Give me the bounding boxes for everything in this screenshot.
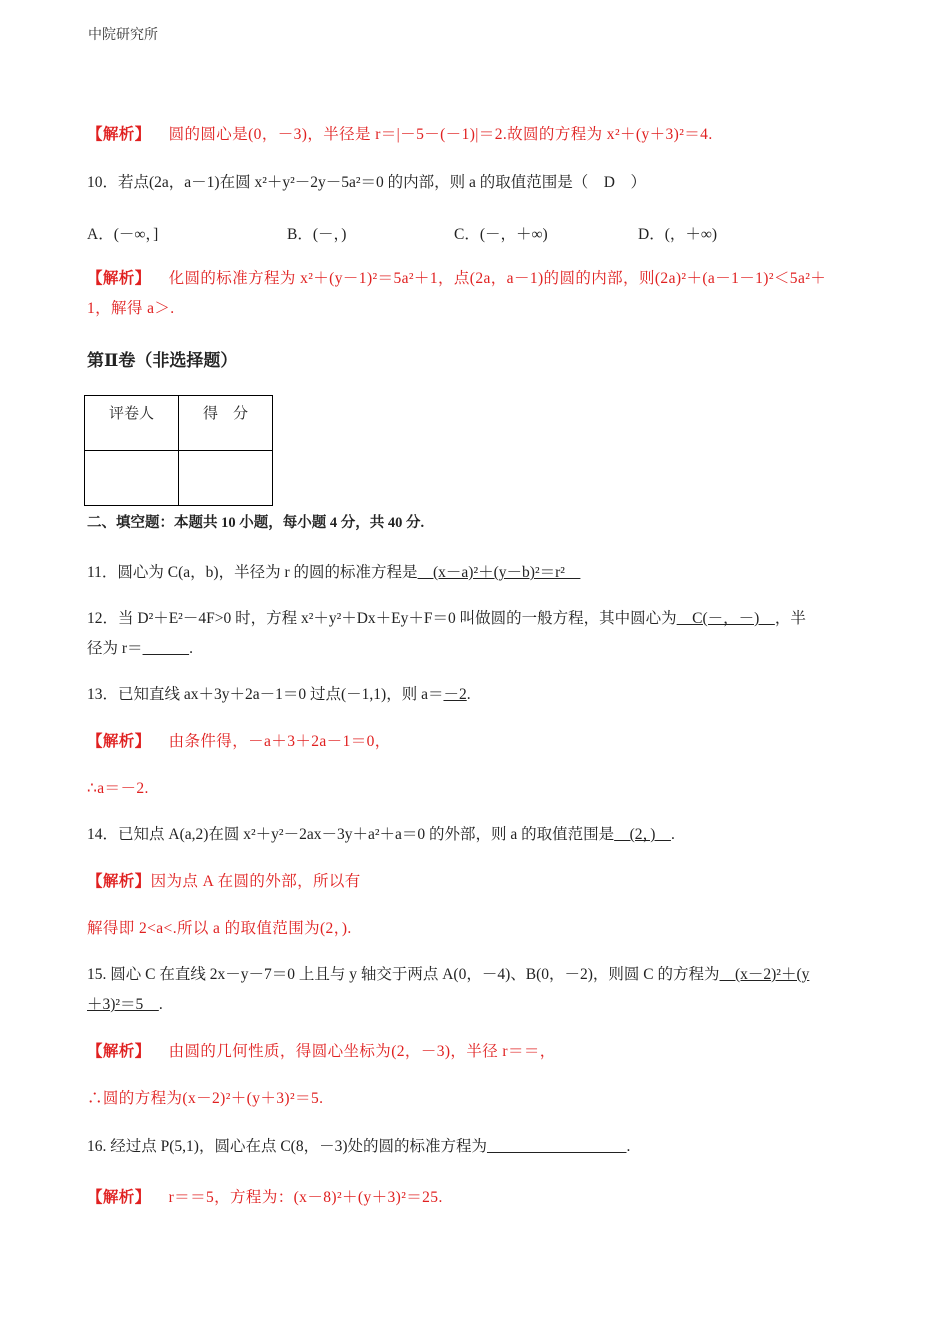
question-16: [87, 1136, 630, 1158]
analysis-tag: 【解析】: [87, 733, 151, 750]
answer-blank: [487, 1138, 627, 1155]
option-a: A．(－∞，]: [87, 226, 159, 243]
analysis-13: [87, 731, 391, 753]
question-14: [87, 824, 675, 846]
question-text: .: [158, 996, 163, 1013]
question-15-line1: [87, 964, 809, 986]
analysis-15: [87, 1041, 556, 1063]
question-text: 12．当 D²＋E²－4F>0 时，方程 x²＋y²＋Dx＋Ey＋F＝0 叫做圆的一般方程，其中圆心为: [87, 610, 677, 627]
score-cell: [179, 451, 273, 506]
analysis-13-line2: ∴a＝－2.: [87, 780, 149, 797]
analysis-tag: 【解析】: [87, 126, 151, 143]
question-12-line1: [87, 608, 806, 630]
question-text: .: [670, 826, 675, 843]
answer-blank: －2: [443, 686, 467, 703]
option-b: B．(－，): [287, 226, 347, 243]
question-15-line2: [87, 994, 163, 1016]
analysis-tag: 【解析】: [87, 270, 151, 287]
fill-blank-title: 二、填空题：本题共 10 小题，每小题 4 分，共 40 分.: [87, 515, 425, 531]
analysis-15-line2: ∴圆的方程为(x－2)²＋(y＋3)²＝5.: [87, 1090, 324, 1107]
answer-blank: ＋3)²＝5: [87, 996, 159, 1013]
analysis-10-line1: [87, 268, 826, 290]
grader-cell: [85, 451, 179, 506]
question-text: .: [466, 686, 471, 703]
analysis-10-line2: 1，解得 a＞.: [87, 300, 175, 317]
question-text: .: [189, 640, 193, 657]
option-d: D．(，＋∞): [638, 226, 718, 243]
page-header: 中院研究所: [88, 28, 158, 43]
answer-blank: [143, 640, 190, 657]
analysis-text: 圆的圆心是(0，－3)，半径是 r＝|－5－(－1)|＝2.故圆的方程为 x²＋(y＋3)²＝4.: [168, 126, 713, 143]
score-header: 得 分: [179, 396, 273, 451]
question-text: .: [626, 1138, 631, 1155]
analysis-tag: 【解析】: [87, 1189, 151, 1206]
section-title: 第Ⅱ卷（非选择题）: [87, 351, 238, 370]
answer-blank: C(－，－): [676, 610, 775, 627]
analysis-text: 由圆的几何性质，得圆心坐标为(2，－3)，半径 r＝＝，: [168, 1043, 556, 1060]
question-12-line2: [87, 638, 193, 660]
analysis-9: [87, 124, 713, 146]
question-text: 15. 圆心 C 在直线 2x－y－7＝0 上且与 y 轴交于两点 A(0，－4)、B(0，－2)，则圆 C 的方程为: [87, 966, 720, 983]
question-text: 16. 经过点 P(5,1)，圆心在点 C(8，－3)处的圆的标准方程为: [87, 1138, 487, 1155]
answer-blank: (2，): [614, 826, 671, 843]
analysis-text: r＝＝5，方程为：(x－8)²＋(y＋3)²＝25.: [168, 1189, 443, 1206]
analysis-14: [87, 871, 361, 893]
analysis-14-line2: 解得即 2<a<.所以 a 的取值范围为(2，).: [87, 920, 352, 937]
question-text: ，半: [774, 610, 806, 627]
question-11: [87, 562, 580, 584]
analysis-text: 化圆的标准方程为 x²＋(y－1)²＝5a²＋1，点(2a，a－1)的圆的内部，则(2a)²＋(a－1－1)²＜5a²＋: [168, 270, 827, 287]
answer-blank: (x－2)²＋(y: [719, 966, 810, 983]
grader-header: 评卷人: [85, 396, 179, 451]
question-10-stem: 10．若点(2a，a－1)在圆 x²＋y²－2y－5a²＝0 的内部，则 a 的取值范围是（ D ）: [87, 174, 646, 191]
option-c: C．(－，＋∞): [454, 226, 548, 243]
question-text: 13．已知直线 ax＋3y＋2a－1＝0 过点(－1,1)，则 a＝: [87, 686, 444, 703]
analysis-text: 因为点 A 在圆的外部，所以有: [150, 873, 361, 890]
question-text: 11．圆心为 C(a，b)，半径为 r 的圆的标准方程是: [87, 564, 418, 581]
score-table: [84, 395, 273, 506]
analysis-tag: 【解析】: [87, 1043, 151, 1060]
question-text: 14．已知点 A(a,2)在圆 x²＋y²－2ax－3y＋a²＋a＝0 的外部，则 a 的取值范围是: [87, 826, 615, 843]
analysis-tag: 【解析】: [87, 873, 151, 890]
analysis-text: 由条件得，－a＋3＋2a－1＝0，: [168, 733, 391, 750]
answer-blank: (x－a)²＋(y－b)²＝r²: [417, 564, 581, 581]
question-text: 径为 r＝: [87, 640, 143, 657]
analysis-16: [87, 1187, 443, 1209]
question-13: [87, 684, 471, 706]
